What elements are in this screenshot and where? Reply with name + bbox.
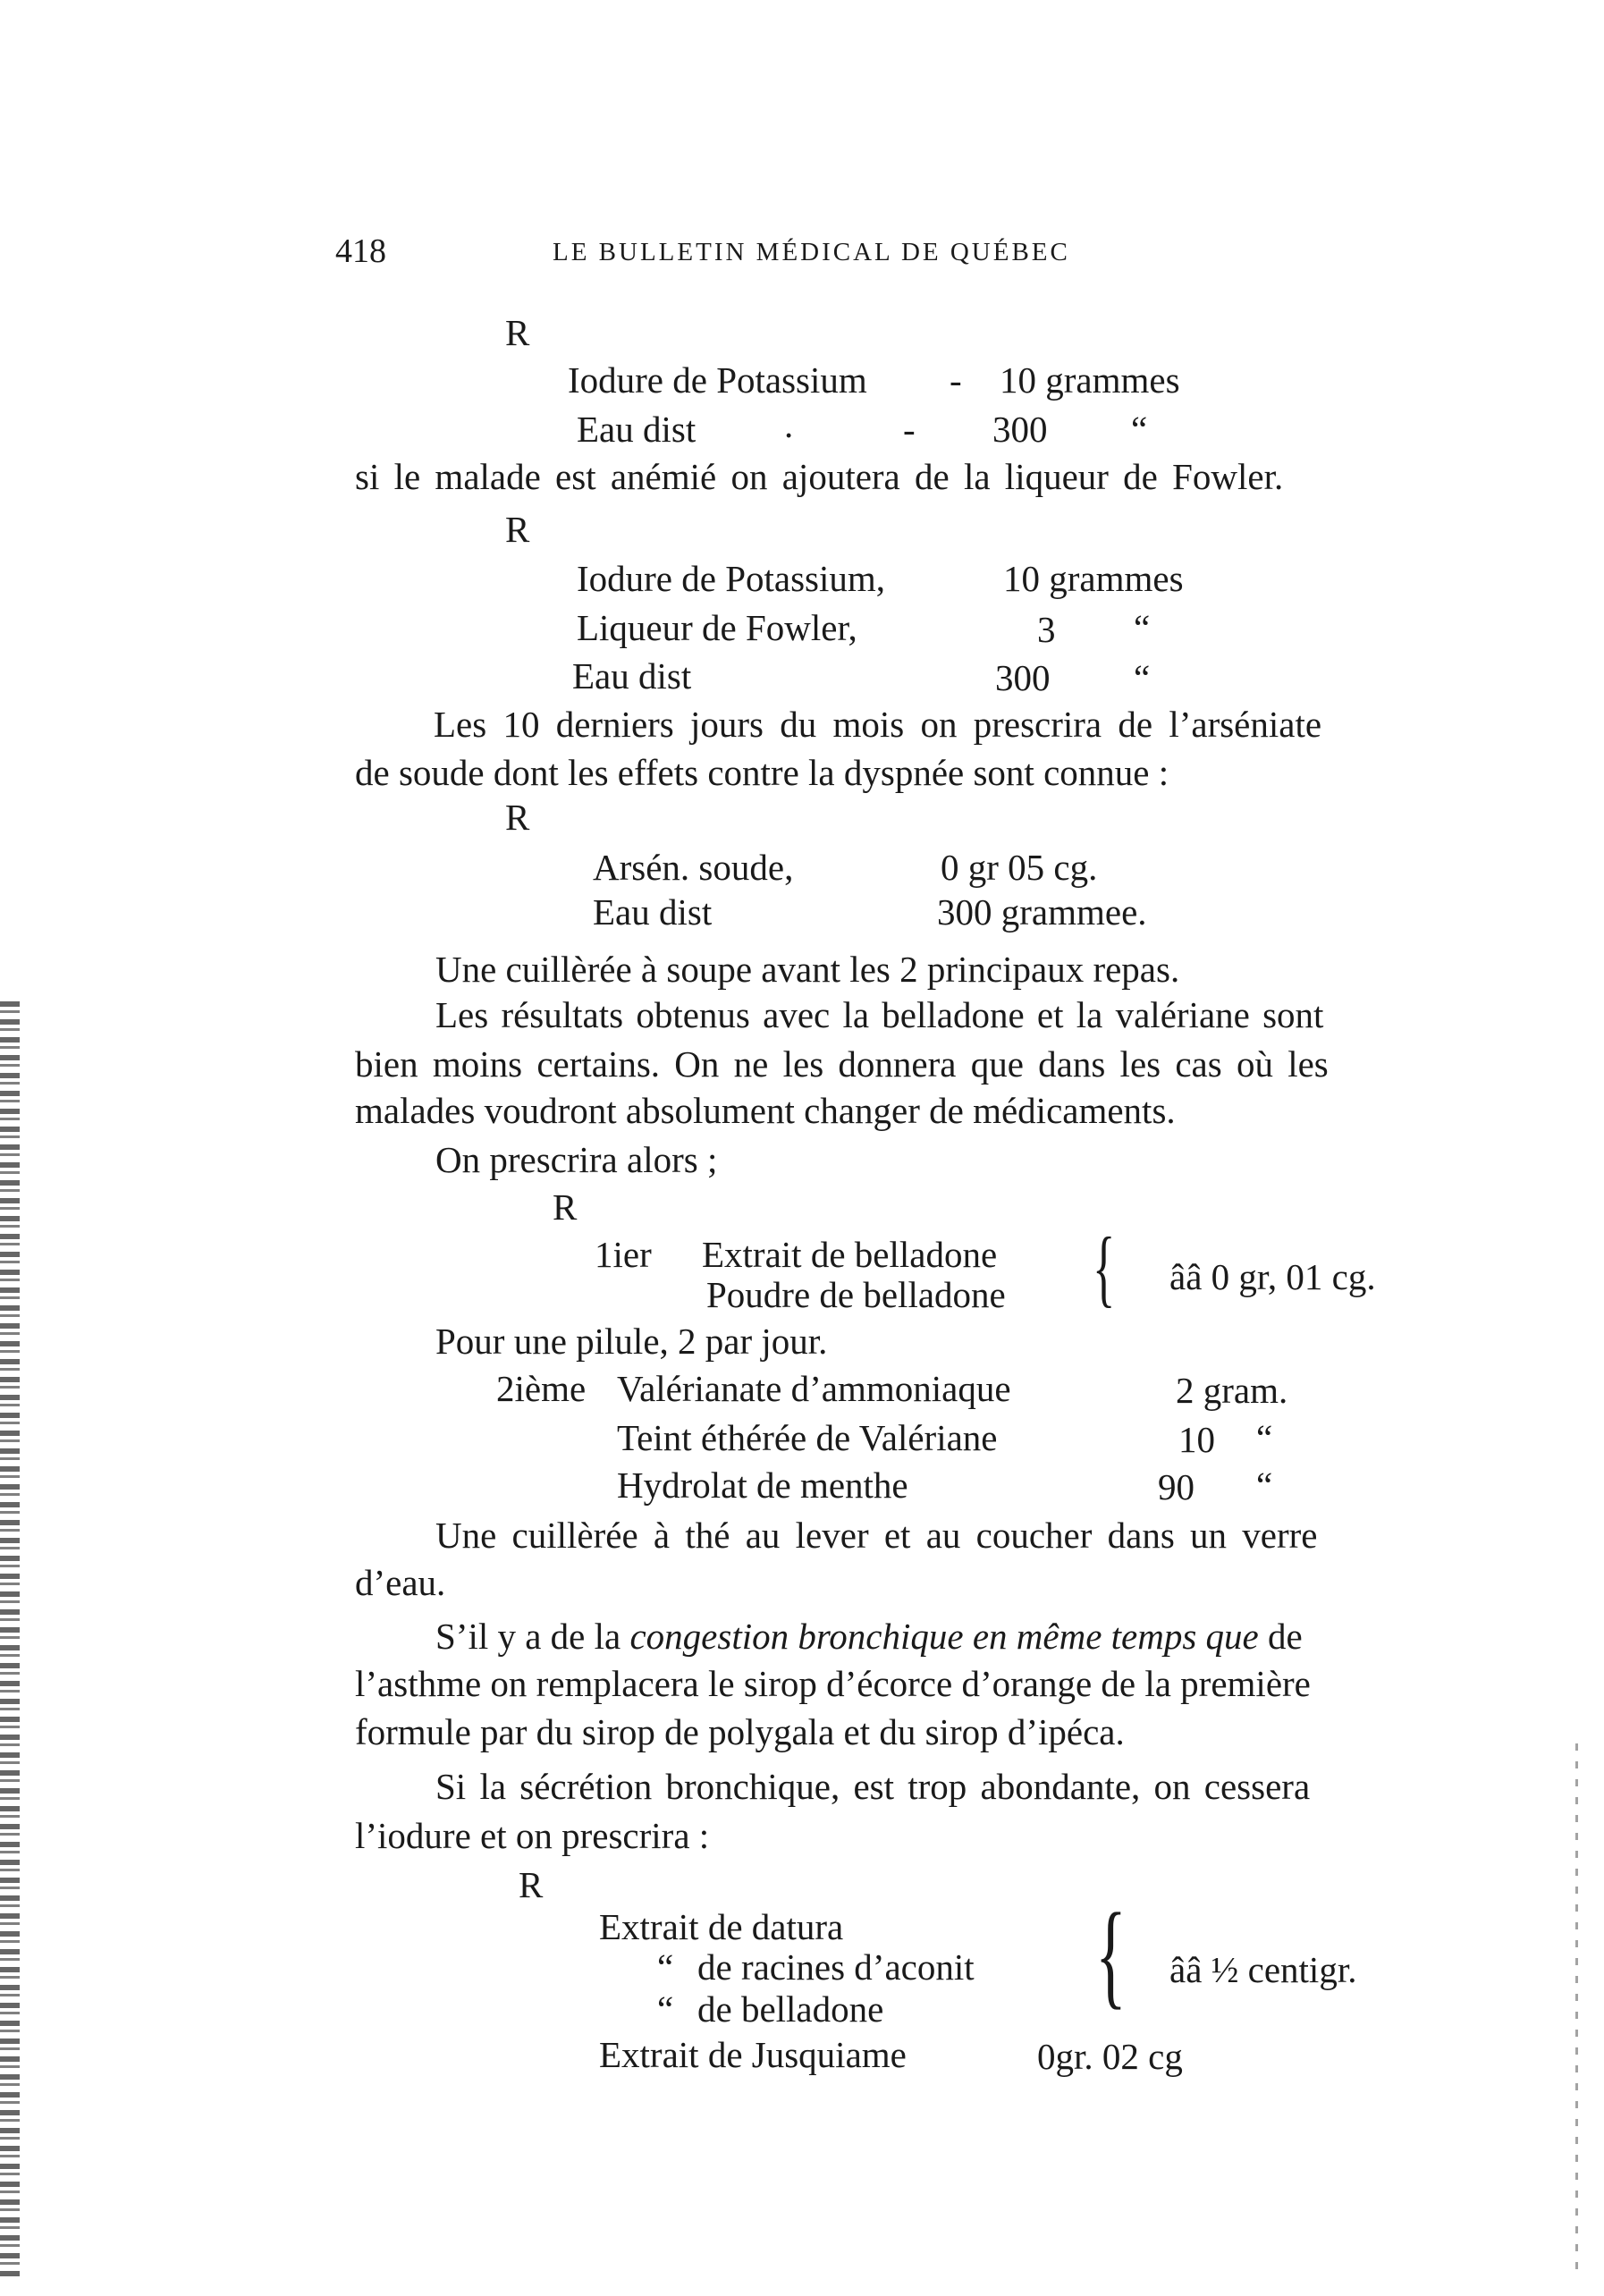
para-cuilleree-the-1: Une cuillèrée à thé au lever et au coucher dans un verre [435, 1515, 1318, 1556]
rx2-ditto3: “ [1134, 657, 1151, 698]
para-secretion-1: Si la sécrétion bronchique, est trop abondante, on cessera [435, 1766, 1311, 1807]
rx2-qty3: 300 [995, 657, 1051, 698]
rx4-second-qty1: 2 gram. [1176, 1370, 1288, 1411]
rx4-second-item1: Valérianate d’ammoniaque [617, 1368, 1011, 1409]
rx2-symbol: R [505, 509, 530, 550]
para-arseniate-1: Les 10 derniers jours du mois on prescrira de l’arséniate [434, 704, 1322, 745]
rx4-second-item3: Hydrolat de menthe [617, 1465, 908, 1506]
para-resultats-3: malades voudront absolument changer de médicaments. [355, 1090, 1176, 1131]
rx5-item4: Extrait de Jusquiame [599, 2034, 907, 2075]
rx3-item1: Arsén. soude, [593, 847, 794, 888]
rx5-item2: de racines d’aconit [697, 1946, 975, 1988]
scan-edge-right [1575, 1743, 1578, 2280]
rx4-first-item1: Extrait de belladone [702, 1234, 998, 1275]
para-prescrira-alors: On prescrira alors ; [435, 1139, 718, 1180]
rx4-second-qty2: 10 [1178, 1419, 1215, 1460]
rx1-ditto2: “ [1131, 409, 1148, 450]
rx3-symbol: R [505, 797, 530, 838]
rx1-symbol: R [505, 312, 530, 353]
rx1-item2: Eau dist [577, 409, 696, 450]
rx5-item4-qty: 0gr. 02 cg [1037, 2036, 1183, 2077]
rx2-item1: Iodure de Potassium, [577, 558, 886, 599]
rx4-symbol: R [553, 1186, 578, 1228]
rx2-item3: Eau dist [572, 655, 692, 696]
rx2-ditto2: “ [1134, 607, 1151, 648]
rx1-qty1: 10 grammes [1000, 359, 1180, 401]
para-congestion-2: l’asthme on remplacera le sirop d’écorce d’orange de la première [355, 1663, 1311, 1704]
rx2-qty2: 3 [1037, 609, 1056, 650]
page-number: 418 [335, 232, 386, 270]
rx2-qty1: 10 grammes [1003, 558, 1184, 599]
rx1-qty2: 300 [992, 409, 1048, 450]
para-congestion-1-italic: congestion bronchique en même temps que [629, 1616, 1259, 1657]
rx5-item2-ditto: “ [657, 1946, 674, 1988]
rx1-item1: Iodure de Potassium [568, 359, 867, 401]
rx5-brace: { [1095, 1888, 1127, 2020]
para-congestion-1-a: S’il y a de la [435, 1616, 630, 1657]
rx5-symbol: R [519, 1864, 544, 1905]
rx1-dots2: . [784, 404, 794, 445]
rx3-qty2: 300 grammee. [937, 891, 1147, 933]
para-resultats-2: bien moins certains. On ne les donnera que dans les cas où les [355, 1043, 1329, 1085]
rx1-dash2: - [903, 409, 916, 450]
rx4-first-brace-qty: ââ 0 gr, 01 cg. [1169, 1256, 1376, 1297]
rx4-second-label: 2ième [496, 1368, 587, 1409]
para-resultats-1: Les résultats obtenus avec la belladone et la valériane sont [435, 994, 1324, 1035]
rx4-first-item2: Poudre de belladone [706, 1274, 1006, 1315]
rx4-second-item2: Teint éthérée de Valériane [617, 1417, 998, 1458]
rx4-second-qty3: 90 [1158, 1466, 1195, 1507]
para-cuilleree-soupe: Une cuillèrée à soupe avant les 2 principaux repas. [435, 949, 1180, 990]
para-congestion-1-c: de [1258, 1616, 1303, 1657]
para-arseniate-2: de soude dont les effets contre la dyspnée sont connue : [355, 752, 1169, 793]
rx3-qty1: 0 gr 05 cg. [941, 847, 1098, 888]
rx4-first-label: 1ier [595, 1234, 652, 1275]
rx4-brace: { [1093, 1220, 1116, 1315]
para-cuilleree-the-2: d’eau. [355, 1562, 446, 1603]
para-congestion-1 [435, 1618, 1303, 1655]
rx5-item3-ditto: “ [657, 1988, 674, 2030]
para-congestion-3: formule par du sirop de polygala et du sirop d’ipéca. [355, 1711, 1125, 1752]
rx4-second-ditto3: “ [1256, 1465, 1273, 1506]
rx4-second-ditto2: “ [1256, 1417, 1273, 1458]
rx5-item3: de belladone [697, 1988, 884, 2030]
para-fowler: si le malade est anémié on ajoutera de la liqueur de Fowler. [355, 456, 1284, 497]
running-title: LE BULLETIN MÉDICAL DE QUÉBEC [553, 238, 1070, 266]
rx3-item2: Eau dist [593, 891, 713, 933]
rx2-item2: Liqueur de Fowler, [577, 607, 857, 648]
scan-edge-left [0, 1001, 20, 2280]
rx5-brace-qty: ââ ½ centigr. [1169, 1949, 1357, 1990]
rx5-item1: Extrait de datura [599, 1906, 844, 1947]
rx1-dash1: - [950, 359, 962, 401]
rx4-pill-line: Pour une pilule, 2 par jour. [435, 1321, 828, 1362]
para-secretion-2: l’iodure et on prescrira : [355, 1815, 710, 1856]
